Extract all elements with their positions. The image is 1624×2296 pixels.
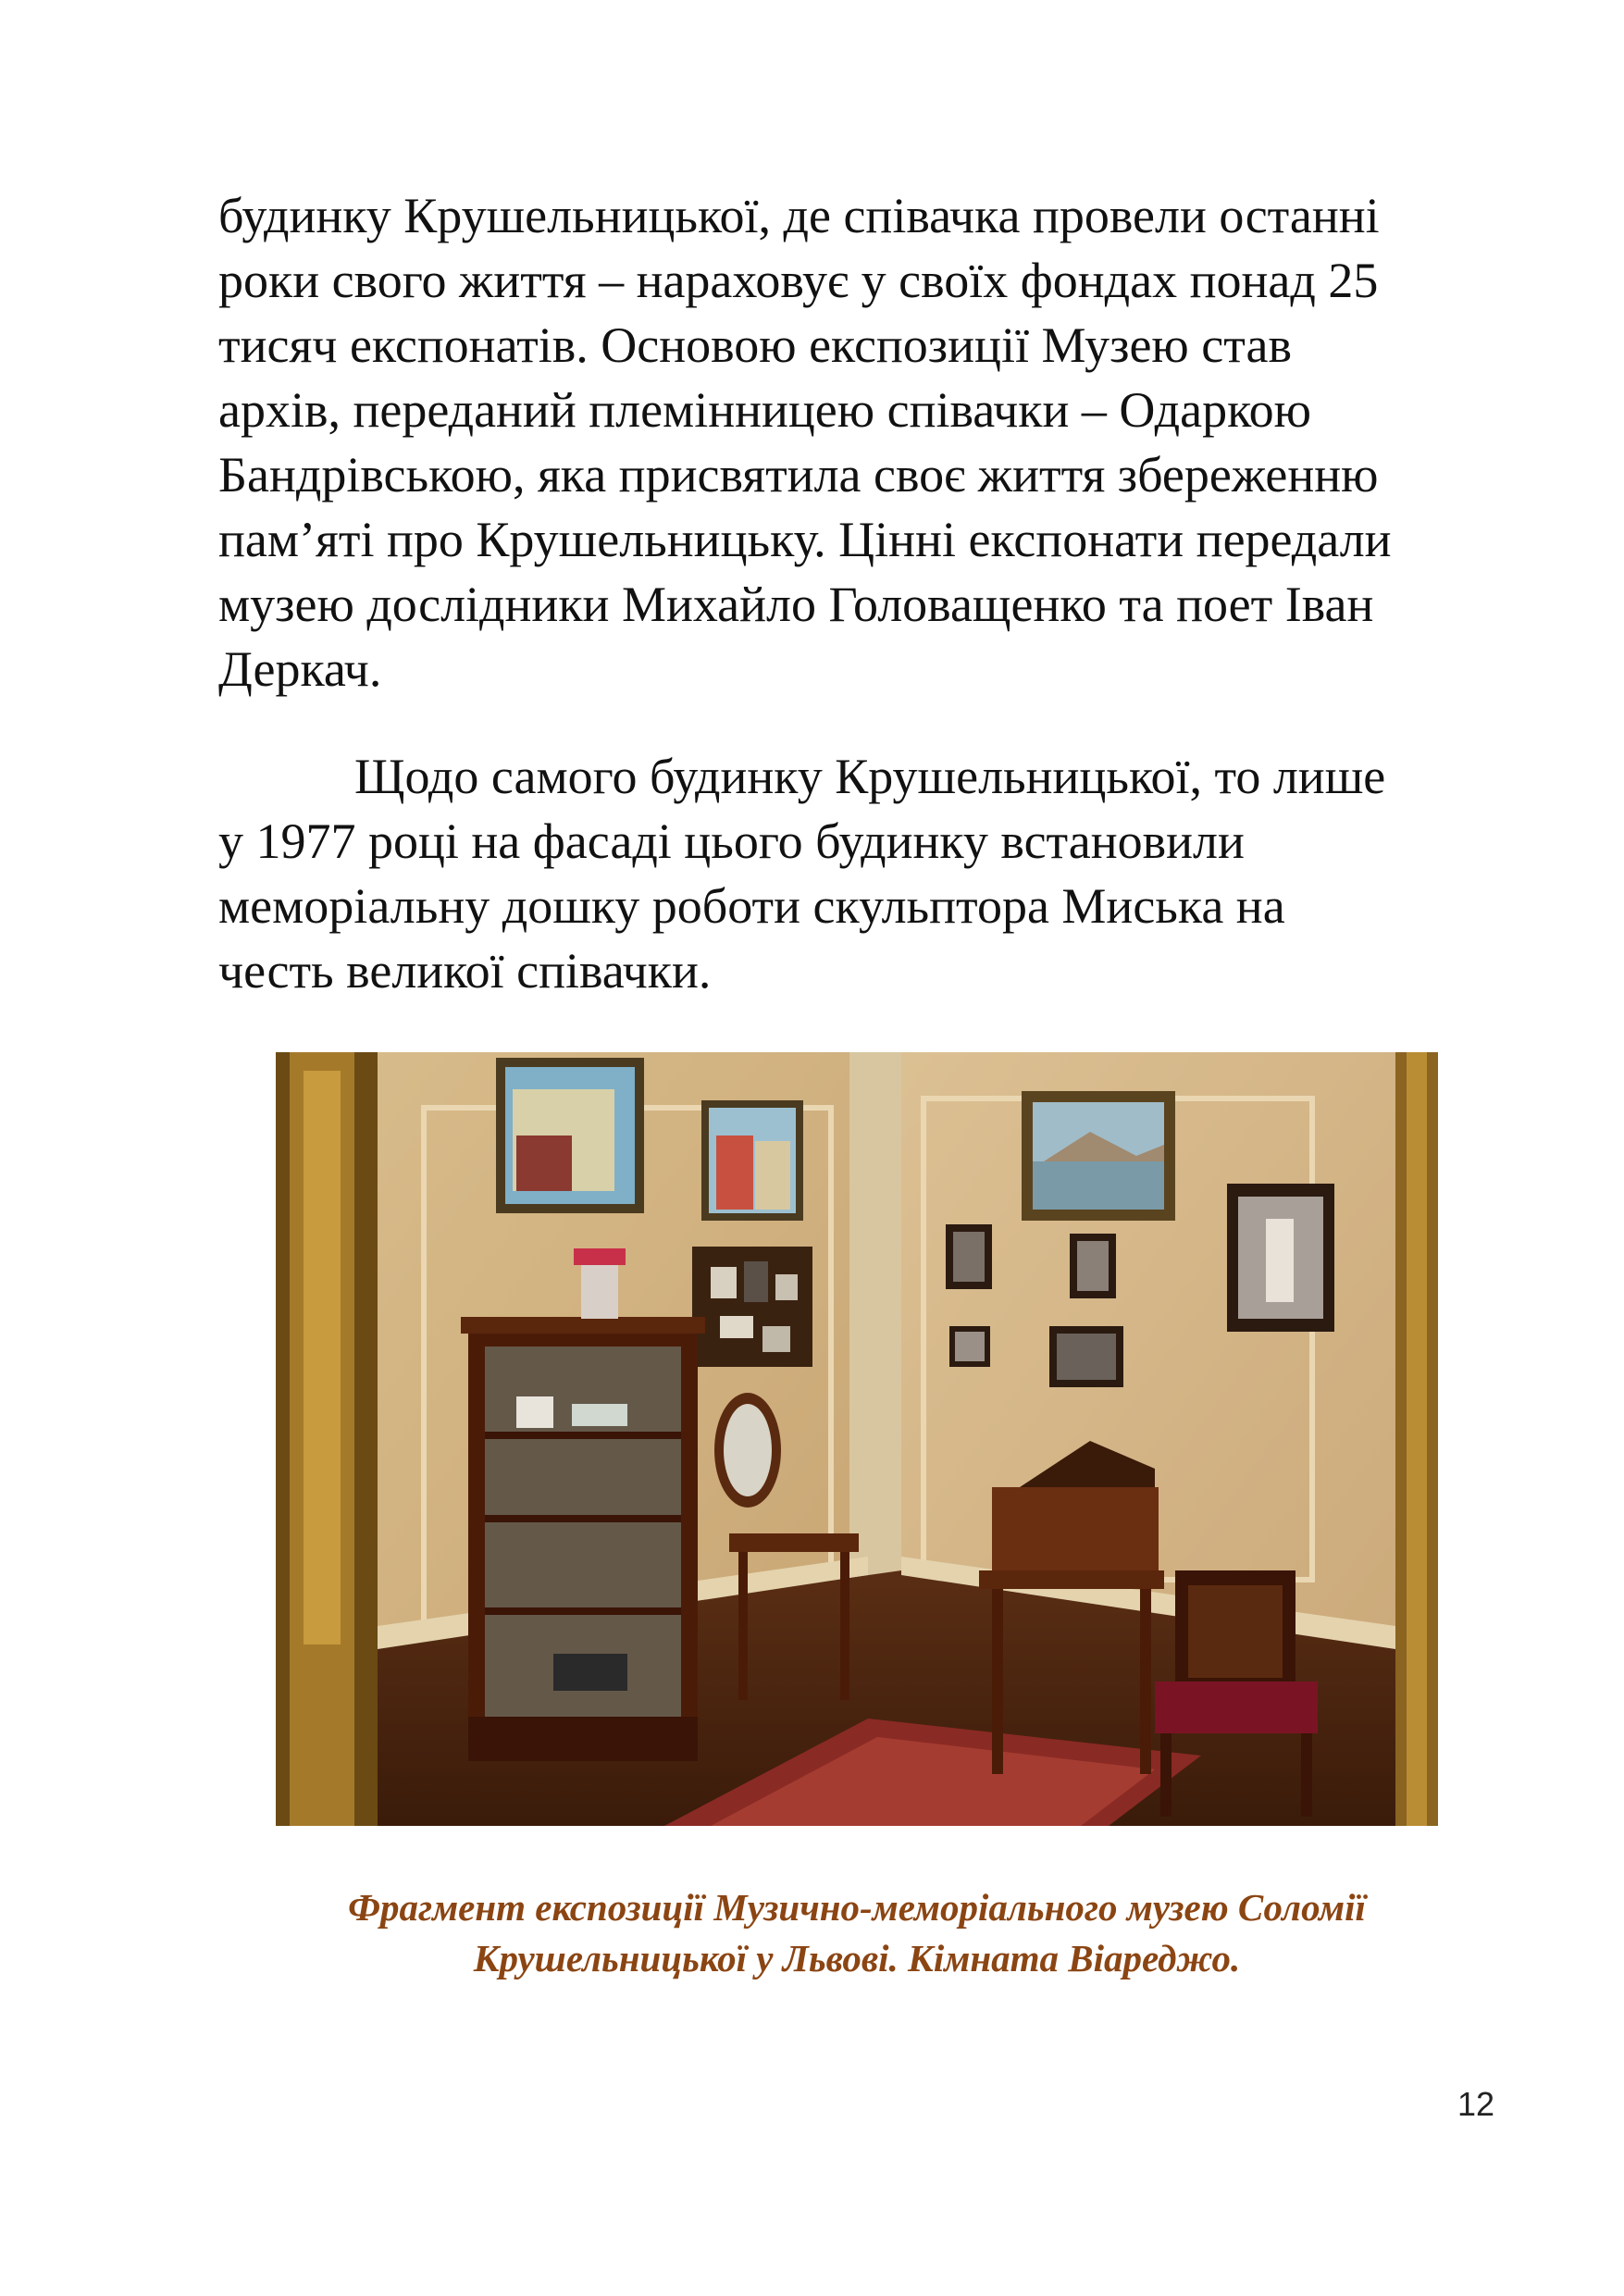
figure-caption xyxy=(218,1882,1495,1984)
text-line: музею дослідники Михайло Головащенко та поет Іван xyxy=(218,577,1374,632)
text-line: пам’яті про Крушельницьку. Цінні експонати передали xyxy=(218,512,1392,567)
text-line: Бандрівською, яка присвятила своє життя збереженню xyxy=(218,447,1379,503)
page-number: 12 xyxy=(1457,2085,1494,2123)
caption-line: Крушельницької у Львові. Кімната Віареджо. xyxy=(473,1937,1241,1980)
text-line: Щодо самого будинку Крушельницької, то лише xyxy=(354,749,1386,804)
text-line: тисяч експонатів. Основою експозиції Музею став xyxy=(218,317,1292,373)
caption-line: Фрагмент експозиції Музично-меморіального музею Соломії xyxy=(348,1886,1366,1929)
body-paragraph-1 xyxy=(218,183,1495,701)
text-line: архів, переданий племінницею співачки – Одаркою xyxy=(218,382,1311,438)
museum-room-photo xyxy=(276,1052,1438,1826)
text-line: роки свого життя – нараховує у своїх фондах понад 25 xyxy=(218,253,1379,308)
text-line: Деркач. xyxy=(218,641,382,697)
text-line: будинку Крушельницької, де співачка провели останні xyxy=(218,188,1380,243)
text-line: у 1977 році на фасаді цього будинку встановили xyxy=(218,813,1245,869)
body-paragraph-2 xyxy=(218,744,1495,1003)
text-line: меморіальну дошку роботи скульптора Миська на xyxy=(218,878,1285,934)
text-line: честь великої співачки. xyxy=(218,943,712,999)
